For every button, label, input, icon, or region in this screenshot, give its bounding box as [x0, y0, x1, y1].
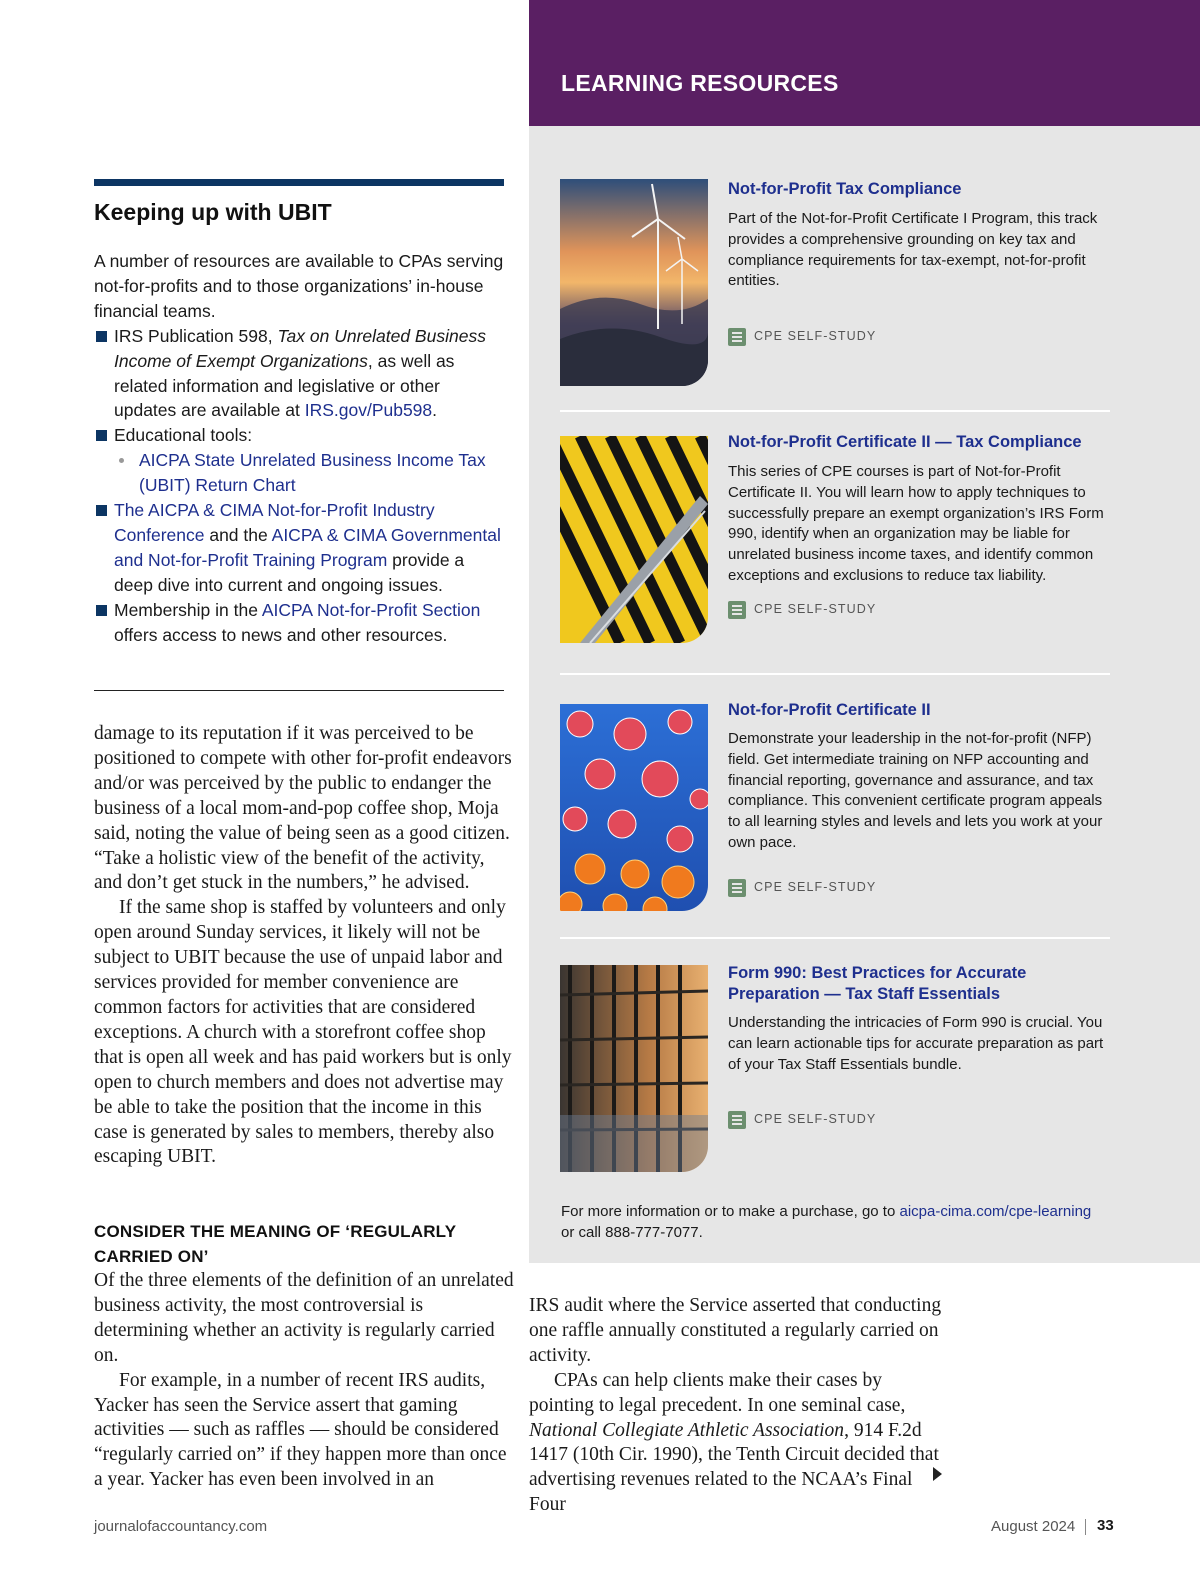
nfp-training-program-link[interactable]: AICPA & CIMA Governmental and Not-for-Profit Training Program: [114, 524, 501, 570]
sidebar-top-rule: [94, 179, 504, 186]
more-info-phone: or call 888-777-7077.: [561, 1224, 703, 1241]
article-paragraph: damage to its reputation if it was perceived to be positioned to compete with other for-profit endeavors and/or was perceived by the public to endanger the business of a local mom-and-pop coffee shop, Moja said, noting the value of being seen as a good citizen. “Take a holistic view of the benefit of the activity, and don’t get stuck in the numbers,” he advised.: [94, 723, 512, 894]
article-column-2: [529, 1294, 949, 1518]
dot-bullet-icon: [119, 458, 124, 463]
article-paragraph: Of the three elements of the definition of an unrelated business activity, the most controversial is determining whether an activity is regularly carried on.: [94, 1270, 514, 1366]
more-info-text: For more information or to make a purchase, go to: [561, 1203, 900, 1220]
course-description: Understanding the intricacies of Form 990 is crucial. You can learn actionable tips for accurate preparation as part of your Tax Staff Essentials bundle.: [728, 1014, 1104, 1073]
document-icon: [728, 1111, 746, 1129]
striped-architecture-photo[interactable]: [560, 436, 708, 643]
article-paragraph: For example, in a number of recent IRS audits, Yacker has seen the Service assert that gaming activities — such as raffles — should be considered “regularly carried on” if they happen more than once a year. Yacker has even been involved in an: [94, 1369, 507, 1491]
learning-resources-header: [529, 0, 1200, 126]
nfp-section-link[interactable]: AICPA Not-for-Profit Section: [261, 599, 481, 620]
more-info: [561, 1201, 1121, 1243]
course-divider: [560, 937, 1110, 939]
building-facade-photo[interactable]: [560, 965, 708, 1172]
footer-separator: [1085, 1519, 1086, 1535]
sidebar-list-item: IRS Publication 598, Tax on Unrelated Business Income of Exempt Organizations, as well as related information and legislative or other updates are available at IRS.gov/Pub598.: [94, 324, 504, 424]
sidebar-list-item: Educational tools:: [94, 423, 504, 448]
document-icon: [728, 601, 746, 619]
course-description: Part of the Not-for-Profit Certificate I Program, this track provides a comprehensive grounding on key tax and compliance requirements for tax-exempt, not-for-profit entities.: [728, 210, 1098, 290]
page-number: 33: [1097, 1517, 1114, 1534]
square-bullet-icon: [96, 605, 107, 616]
course-description: This series of CPE courses is part of Not-for-Profit Certificate II. You will learn how to apply techniques to successfully prepare an exempt organization’s IRS Form 990, identify when an organization may be liable for unrelated business income taxes, and identify common exceptions and exclusions to reduce tax liability.: [728, 463, 1104, 584]
sidebar-list-item: The AICPA & CIMA Not-for-Profit Industry Conference and the AICPA & CIMA Governmental and Not-for-Profit Training Program provide a deep dive into current and ongoing issues.: [94, 498, 504, 598]
article-paragraph: If the same shop is staffed by volunteers and only open around Sunday services, it likely will not be subject to UBIT because the use of unpaid labor and services provided for member convenience are common factors for activities that are considered exceptions. A church with a storefront coffee shop that is open all week and has paid workers but is only open to church members and does not advertise may be able to take the position that the income in this case is generated by sales to members, thereby also escaping UBIT.: [94, 897, 512, 1168]
course-title[interactable]: Not-for-Profit Tax Compliance: [728, 180, 962, 198]
ubit-return-chart-link[interactable]: AICPA State Unrelated Business Income Tax (UBIT) Return Chart: [139, 450, 486, 496]
cpe-badge-label: CPE SELF-STUDY: [754, 1112, 877, 1126]
course-divider: [560, 673, 1110, 675]
cpe-learning-link[interactable]: aicpa-cima.com/cpe-learning: [899, 1203, 1092, 1220]
lanterns-photo[interactable]: [560, 704, 708, 911]
cpe-badge-label: CPE SELF-STUDY: [754, 880, 877, 894]
continue-arrow-icon[interactable]: [933, 1467, 942, 1481]
article-paragraph: CPAs can help clients make their cases by pointing to legal precedent. In one seminal case, National Collegiate Athletic Association, 914 F.2d 1417 (10th Cir. 1990), the Tenth Circuit decided that advertising revenues related to the NCAA’s Final Four: [529, 1369, 939, 1516]
square-bullet-icon: [96, 505, 107, 516]
cpe-badge-label: CPE SELF-STUDY: [754, 329, 877, 343]
publication-title: Tax on Unrelated Business Income of Exempt Organizations: [114, 325, 486, 371]
course-divider: [560, 410, 1110, 412]
course-title[interactable]: Not-for-Profit Certificate II: [728, 701, 931, 719]
learning-resources-title: LEARNING RESOURCES: [561, 70, 839, 96]
article-column-1: [94, 722, 514, 1170]
article-paragraph: IRS audit where the Service asserted that conducting one raffle annually constituted a regularly carried on activity.: [529, 1295, 942, 1366]
square-bullet-icon: [96, 331, 107, 342]
sidebar-list-item: Membership in the AICPA Not-for-Profit Section offers access to news and other resources.: [94, 598, 504, 648]
sidebar-intro: A number of resources are available to CPAs serving not-for-profits and to those organizations’ in-house financial teams.: [94, 251, 504, 321]
case-name: National Collegiate Athletic Association: [529, 1419, 845, 1441]
footer-date: August 2024: [991, 1518, 1076, 1535]
sidebar-bottom-rule: [94, 690, 504, 691]
article-subhead: CONSIDER THE MEANING OF ‘REGULARLY CARRIED ON’: [94, 1222, 456, 1266]
article-column-1-bottom: [94, 1269, 514, 1493]
footer-site[interactable]: journalofaccountancy.com: [94, 1518, 268, 1535]
course-title[interactable]: Form 990: Best Practices for Accurate Preparation — Tax Staff Essentials: [728, 964, 1027, 1003]
sidebar-sub-item: [94, 448, 504, 498]
sidebar-heading: Keeping up with UBIT: [94, 199, 332, 225]
irs-pub598-link[interactable]: IRS.gov/Pub598: [304, 400, 433, 421]
nfp-conference-link[interactable]: The AICPA & CIMA Not-for-Profit Industry Conference: [114, 500, 435, 545]
course-description: Demonstrate your leadership in the not-for-profit (NFP) field. Get intermediate training on NFP accounting and financial reporting, governance and assurance, and tax compliance. This convenient certificate program appeals to all learning styles and levels and lets you work at your own pace.: [728, 730, 1103, 851]
document-icon: [728, 879, 746, 897]
document-icon: [728, 328, 746, 346]
square-bullet-icon: [96, 430, 107, 441]
cpe-badge-label: CPE SELF-STUDY: [754, 602, 877, 616]
sidebar-body: [94, 249, 504, 648]
wind-turbine-photo[interactable]: [560, 179, 708, 386]
course-title[interactable]: Not-for-Profit Certificate II — Tax Compliance: [728, 433, 1082, 451]
